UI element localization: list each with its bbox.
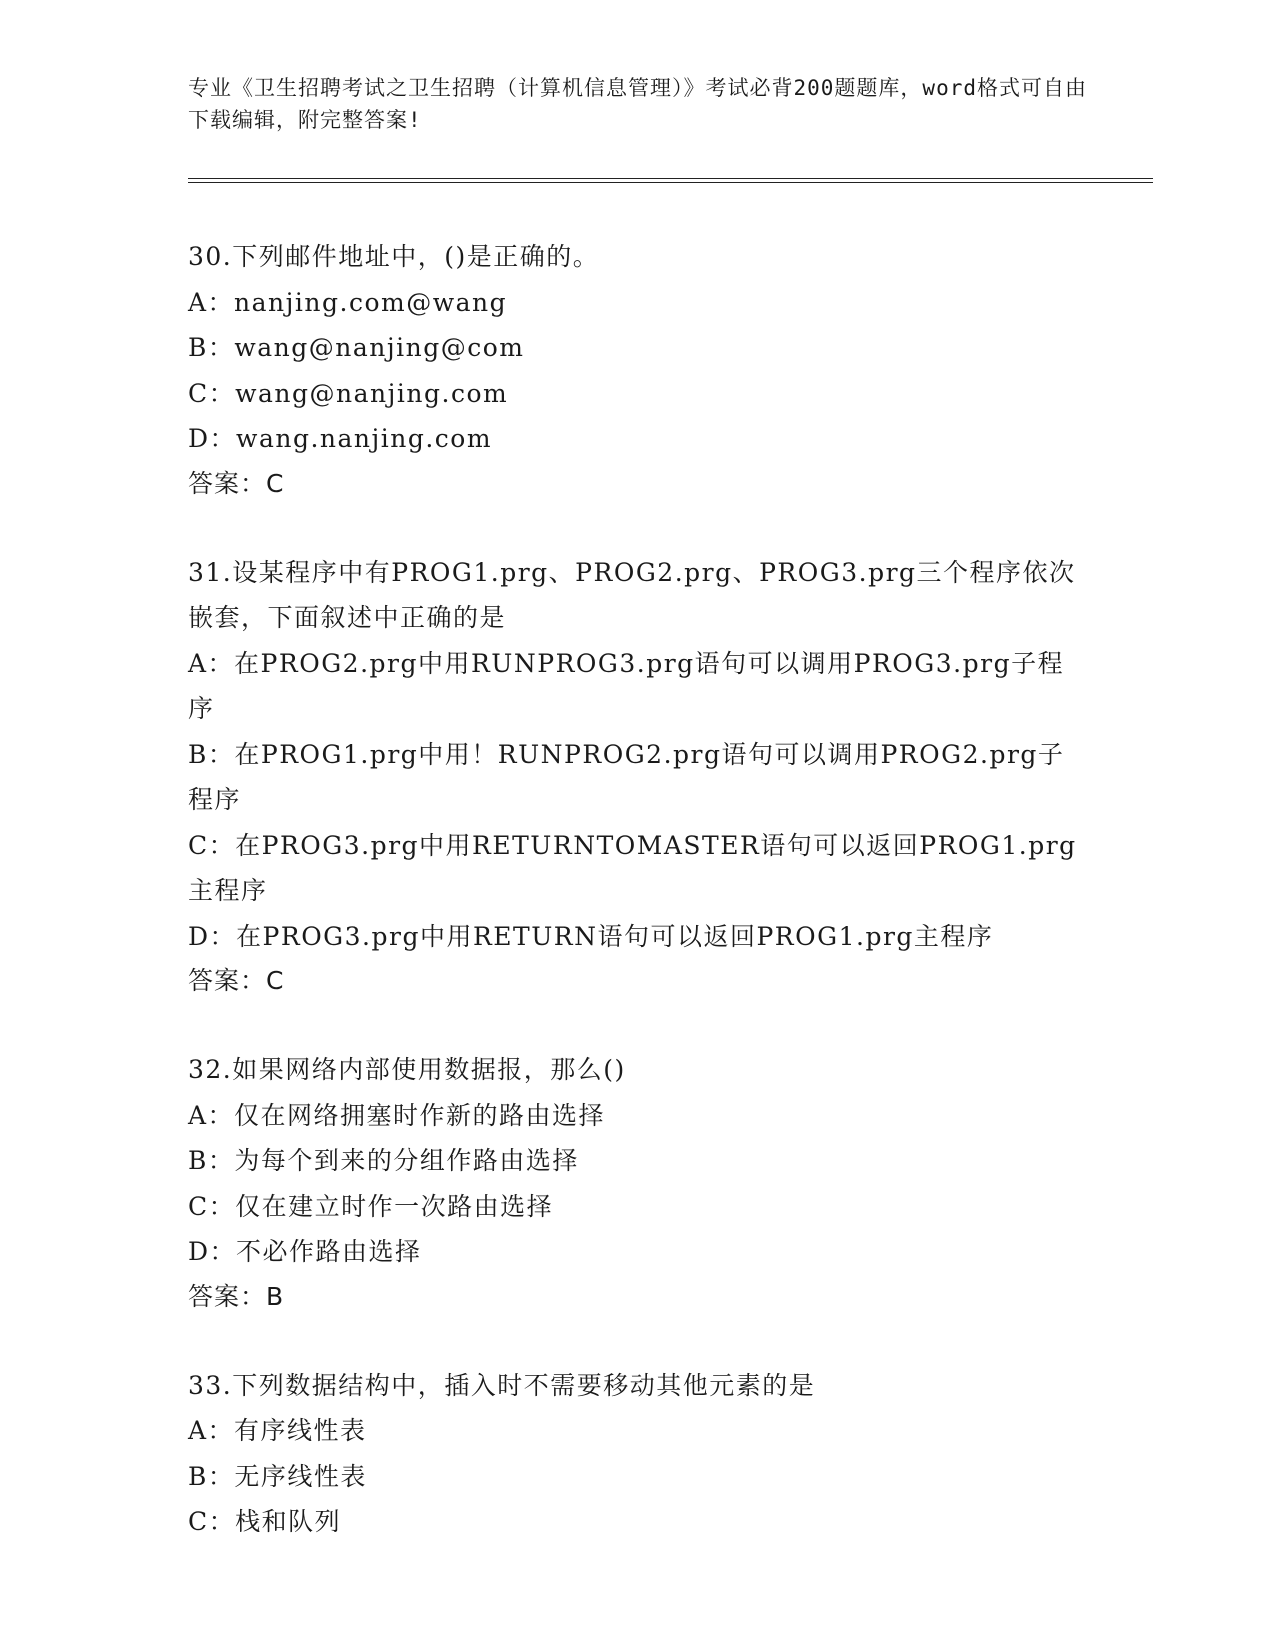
option-b: B：wang@nanjing@com bbox=[188, 333, 525, 362]
option-b: B：为每个到来的分组作路由选择 bbox=[188, 1146, 579, 1175]
question-stem: 30.下列邮件地址中，()是正确的。 bbox=[188, 242, 600, 271]
option-b: B：无序线性表 bbox=[188, 1461, 367, 1491]
question-stem: 31.设某程序中有PROG1.prg、PROG2.prg、PROG3.prg三个程序依次嵌套，下面叙述中正确的是 bbox=[188, 557, 1076, 632]
question-stem: 32.如果网络内部使用数据报，那么() bbox=[188, 1055, 626, 1084]
header-double-rule bbox=[188, 178, 1153, 183]
question-stem: 33.下列数据结构中，插入时不需要移动其他元素的是 bbox=[188, 1370, 816, 1400]
question-list bbox=[188, 234, 1088, 1589]
option-c: C：仅在建立时作一次路由选择 bbox=[188, 1191, 554, 1221]
answer: 答案：B bbox=[188, 1281, 285, 1311]
question-33 bbox=[188, 1363, 1088, 1545]
option-d: D：wang.nanjing.com bbox=[188, 424, 493, 453]
option-c: C：在PROG3.prg中用RETURNTOMASTER语句可以返回PROG1.prg主程序 bbox=[188, 830, 1077, 905]
option-c: C：栈和队列 bbox=[188, 1507, 342, 1536]
question-31 bbox=[188, 550, 1088, 1004]
question-32 bbox=[188, 1047, 1088, 1319]
question-30 bbox=[188, 234, 1088, 506]
document-header: 专业《卫生招聘考试之卫生招聘（计算机信息管理）》考试必背200题题库，word格式可自由下载编辑，附完整答案! bbox=[188, 76, 1087, 132]
option-d: D：不必作路由选择 bbox=[188, 1237, 422, 1266]
option-a: A：有序线性表 bbox=[188, 1416, 367, 1445]
option-c: C：wang@nanjing.com bbox=[188, 378, 509, 408]
option-a: A：仅在网络拥塞时作新的路由选择 bbox=[188, 1100, 606, 1130]
answer: 答案：C bbox=[188, 468, 285, 498]
option-a: A：nanjing.com@wang bbox=[188, 287, 508, 317]
answer: 答案：C bbox=[188, 966, 285, 995]
option-d: D：在PROG3.prg中用RETURN语句可以返回PROG1.prg主程序 bbox=[188, 921, 994, 951]
option-a: A：在PROG2.prg中用RUNPROG3.prg语句可以调用PROG3.prg子程序 bbox=[188, 648, 1065, 723]
option-b: B：在PROG1.prg中用！RUNPROG2.prg语句可以调用PROG2.prg子程序 bbox=[188, 739, 1065, 814]
